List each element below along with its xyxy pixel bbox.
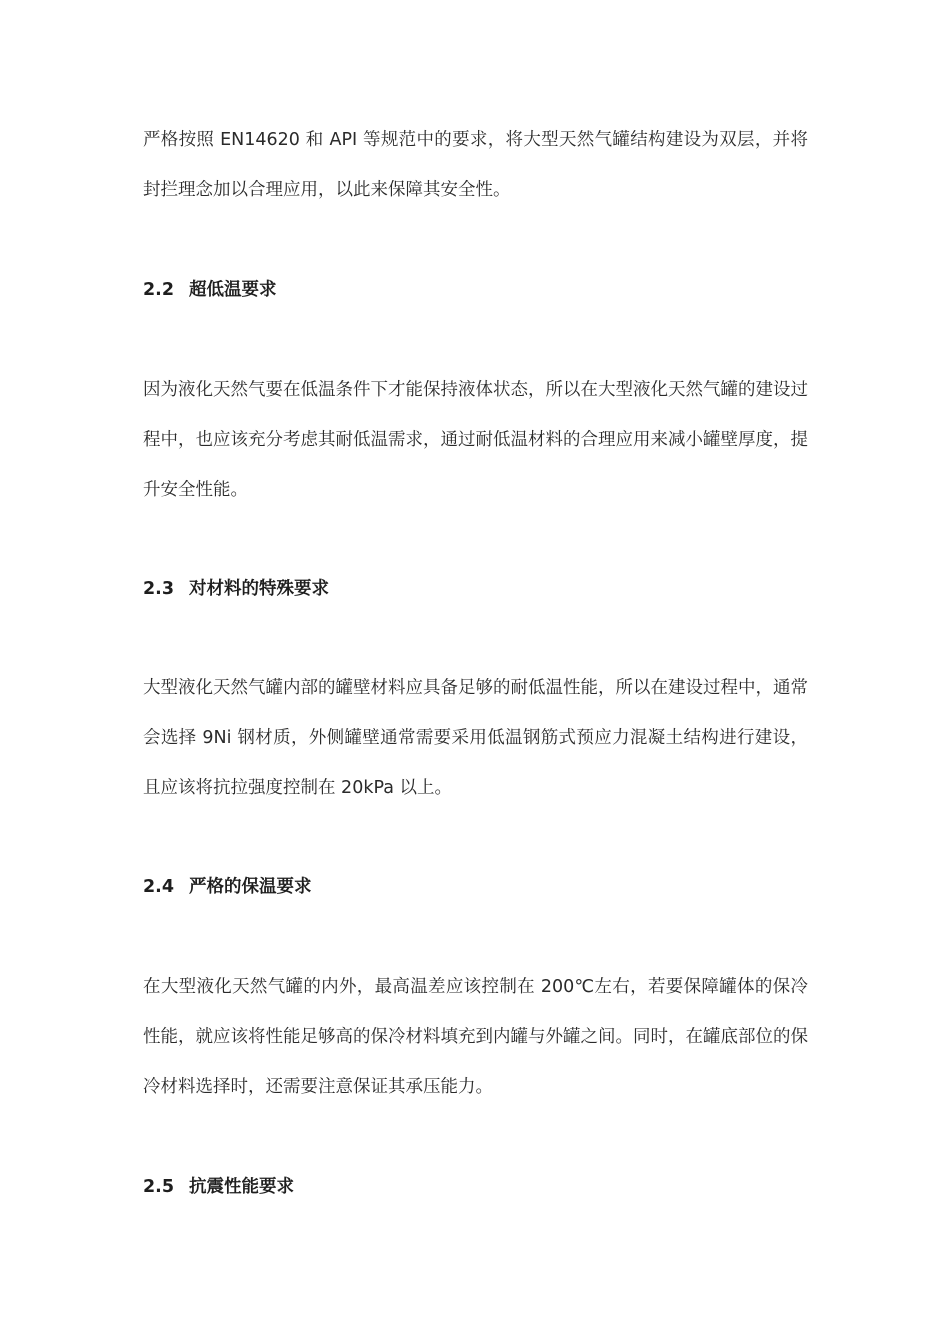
section-title: 对材料的特殊要求 bbox=[189, 579, 329, 599]
section-title: 抗震性能要求 bbox=[189, 1177, 294, 1197]
section-heading-2-4 bbox=[143, 872, 808, 902]
section-2-3-paragraph: 大型液化天然气罐内部的罐壁材料应具备足够的耐低温性能，所以在建设过程中，通常会选择 9Ni 钢材质，外侧罐壁通常需要采用低温钢筋式预应力混凝土结构进行建设，且应该将抗拉强度控制在 20kPa 以上。 bbox=[143, 678, 808, 798]
section-heading-2-2 bbox=[143, 275, 808, 305]
section-number: 2.5 bbox=[143, 1177, 175, 1197]
section-heading-2-3 bbox=[143, 574, 808, 604]
section-2-4-paragraph: 在大型液化天然气罐的内外，最高温差应该控制在 200℃左右，若要保障罐体的保冷性能，就应该将性能足够高的保冷材料填充到内罐与外罐之间。同时，在罐底部位的保冷材料选择时，还需要注意保证其承压能力。 bbox=[143, 977, 808, 1097]
section-heading-2-5 bbox=[143, 1172, 808, 1202]
intro-paragraph: 严格按照 EN14620 和 API 等规范中的要求，将大型天然气罐结构建设为双层，并将封拦理念加以合理应用，以此来保障其安全性。 bbox=[143, 130, 808, 200]
section-number: 2.2 bbox=[143, 280, 175, 300]
section-number: 2.3 bbox=[143, 579, 175, 599]
section-title: 超低温要求 bbox=[189, 280, 277, 300]
section-2-2-paragraph: 因为液化天然气要在低温条件下才能保持液体状态，所以在大型液化天然气罐的建设过程中，也应该充分考虑其耐低温需求，通过耐低温材料的合理应用来减小罐壁厚度，提升安全性能。 bbox=[143, 380, 808, 500]
section-title: 严格的保温要求 bbox=[189, 877, 312, 897]
section-number: 2.4 bbox=[143, 877, 175, 897]
